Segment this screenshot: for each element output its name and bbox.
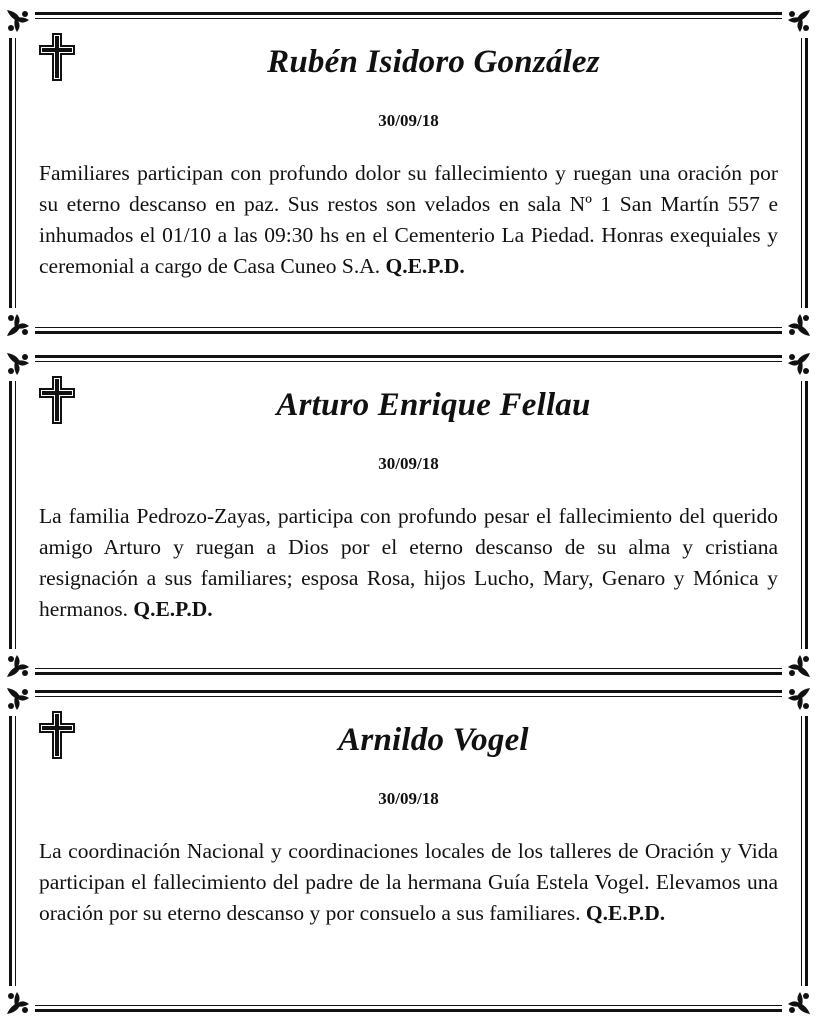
- notice-date: 30/09/18: [378, 454, 439, 473]
- notice-closing: Q.E.P.D.: [585, 901, 666, 925]
- notice-date: 30/09/18: [378, 111, 439, 130]
- ornament-corner-icon: [782, 686, 812, 716]
- notice-date: 30/09/18: [378, 789, 439, 808]
- obituary-notice: [9, 12, 808, 334]
- ornament-corner-icon: [5, 686, 35, 716]
- ornament-corner-icon: [782, 8, 812, 38]
- notice-closing: Q.E.P.D.: [133, 597, 213, 621]
- ornament-corner-icon: [782, 308, 812, 338]
- ornament-corner-icon: [5, 649, 35, 679]
- ornament-corner-icon: [782, 986, 812, 1016]
- ornament-corner-icon: [782, 649, 812, 679]
- ornament-corner-icon: [5, 986, 35, 1016]
- obituary-notice: [9, 690, 808, 1012]
- ornament-corner-icon: [5, 308, 35, 338]
- notice-body: [39, 158, 778, 282]
- notice-message: La coordinación Nacional y coordinaciones locales de los talleres de Oración y Vida participan el fallecimiento del padre de la hermana Guía Estela Vogel. Elevamos una oración por su eterno descanso y por consuelo a sus familiares.: [39, 839, 778, 925]
- ornament-corner-icon: [5, 8, 35, 38]
- notice-body: [39, 501, 778, 625]
- ornament-corner-icon: [782, 351, 812, 381]
- notice-closing: Q.E.P.D.: [385, 254, 465, 278]
- deceased-name: Rubén Isidoro González: [267, 44, 600, 80]
- deceased-name: Arturo Enrique Fellau: [276, 387, 591, 423]
- notice-body: [39, 836, 778, 929]
- ornament-corner-icon: [5, 351, 35, 381]
- deceased-name: Arnildo Vogel: [338, 722, 529, 758]
- notice-message: Familiares participan con profundo dolor su fallecimiento y ruegan una oración por su eterno descanso en paz. Sus restos son velados en sala Nº 1 San Martín 557 e inhumados el 01/10 a las 09:30 hs en el Cementerio La Piedad. Honras exequiales y ceremonial a cargo de Casa Cuneo S.A.: [39, 161, 778, 278]
- notice-message: La familia Pedrozo-Zayas, participa con profundo pesar el fallecimiento del querido amigo Arturo y ruegan a Dios por el eterno descanso de su alma y cristiana resignación a sus familiares; esposa Rosa, hijos Lucho, Mary, Genaro y Mónica y hermanos.: [39, 504, 778, 621]
- obituary-notice: [9, 355, 808, 675]
